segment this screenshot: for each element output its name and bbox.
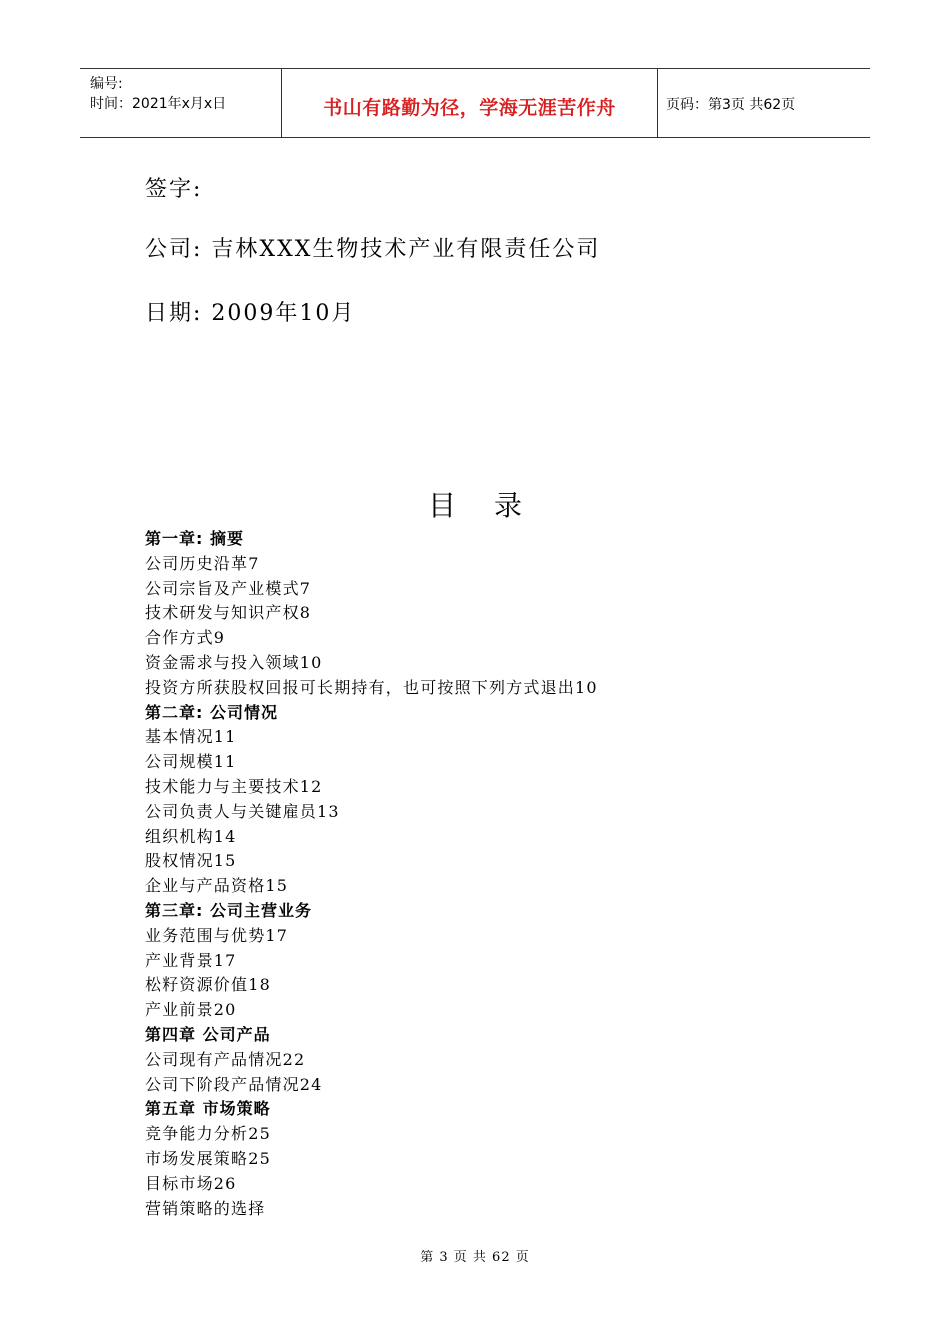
toc-title-part1: 目 (427, 489, 456, 522)
toc-entry: 公司宗旨及产业模式7 (145, 578, 312, 598)
date-line: 日期: 2009年10月 (145, 301, 356, 326)
toc-entry: 技术能力与主要技术12 (145, 776, 323, 796)
toc-chapter-heading: 第二章: 公司情况 (145, 702, 278, 722)
toc-entry: 资金需求与投入领域10 (145, 652, 323, 672)
toc-entry: 营销策略的选择 (145, 1198, 266, 1218)
toc-entry: 企业与产品资格15 (145, 876, 289, 896)
toc-entry: 基本情况11 (145, 727, 237, 747)
toc-list (145, 527, 845, 1221)
company-line: 公司: 吉林XXX生物技术产业有限责任公司 (145, 237, 601, 262)
toc-entry: 合作方式9 (145, 628, 226, 648)
signature-line: 签字: (145, 177, 203, 202)
header-meta-cell (80, 69, 282, 137)
toc-entry: 公司规模11 (145, 752, 237, 772)
header-motto-cell (282, 69, 658, 137)
page-header (80, 68, 870, 138)
toc-entry: 公司下阶段产品情况24 (145, 1074, 323, 1094)
toc-entry: 技术研发与知识产权8 (145, 603, 312, 623)
toc-entry: 组织机构14 (145, 826, 237, 846)
toc-entry: 竞争能力分析25 (145, 1124, 271, 1144)
toc-entry: 投资方所获股权回报可长期持有，也可按照下列方式退出10 (145, 677, 598, 697)
toc-entry: 目标市场26 (145, 1173, 237, 1193)
toc-entry: 松籽资源价值18 (145, 975, 271, 995)
header-page-cell (658, 69, 870, 137)
toc-chapter-heading: 第三章: 公司主营业务 (145, 900, 312, 920)
header-motto: 书山有路勤为径，学海无涯苦作舟 (323, 97, 616, 119)
toc-entry: 公司负责人与关键雇员13 (145, 801, 340, 821)
page-footer: 第 3 页 共 62 页 (420, 1250, 530, 1265)
toc-title-part2: 录 (494, 489, 523, 522)
document-number-label: 编号: (90, 76, 123, 92)
toc-entry: 业务范围与优势17 (145, 925, 289, 945)
toc-entry: 公司历史沿革7 (145, 553, 260, 573)
toc-entry: 股权情况15 (145, 851, 237, 871)
document-time-label: 时间：2021年x月x日 (90, 96, 227, 112)
toc-entry: 市场发展策略25 (145, 1148, 271, 1168)
toc-entry: 产业前景20 (145, 1000, 237, 1020)
toc-entry: 产业背景17 (145, 950, 237, 970)
toc-chapter-heading: 第五章 市场策略 (145, 1099, 271, 1119)
toc-chapter-heading: 第四章 公司产品 (145, 1024, 271, 1044)
toc-entry: 公司现有产品情况22 (145, 1049, 306, 1069)
header-page-info: 页码：第3页 共62页 (666, 97, 796, 113)
toc-title (0, 484, 950, 524)
toc-chapter-heading: 第一章: 摘要 (145, 529, 244, 548)
